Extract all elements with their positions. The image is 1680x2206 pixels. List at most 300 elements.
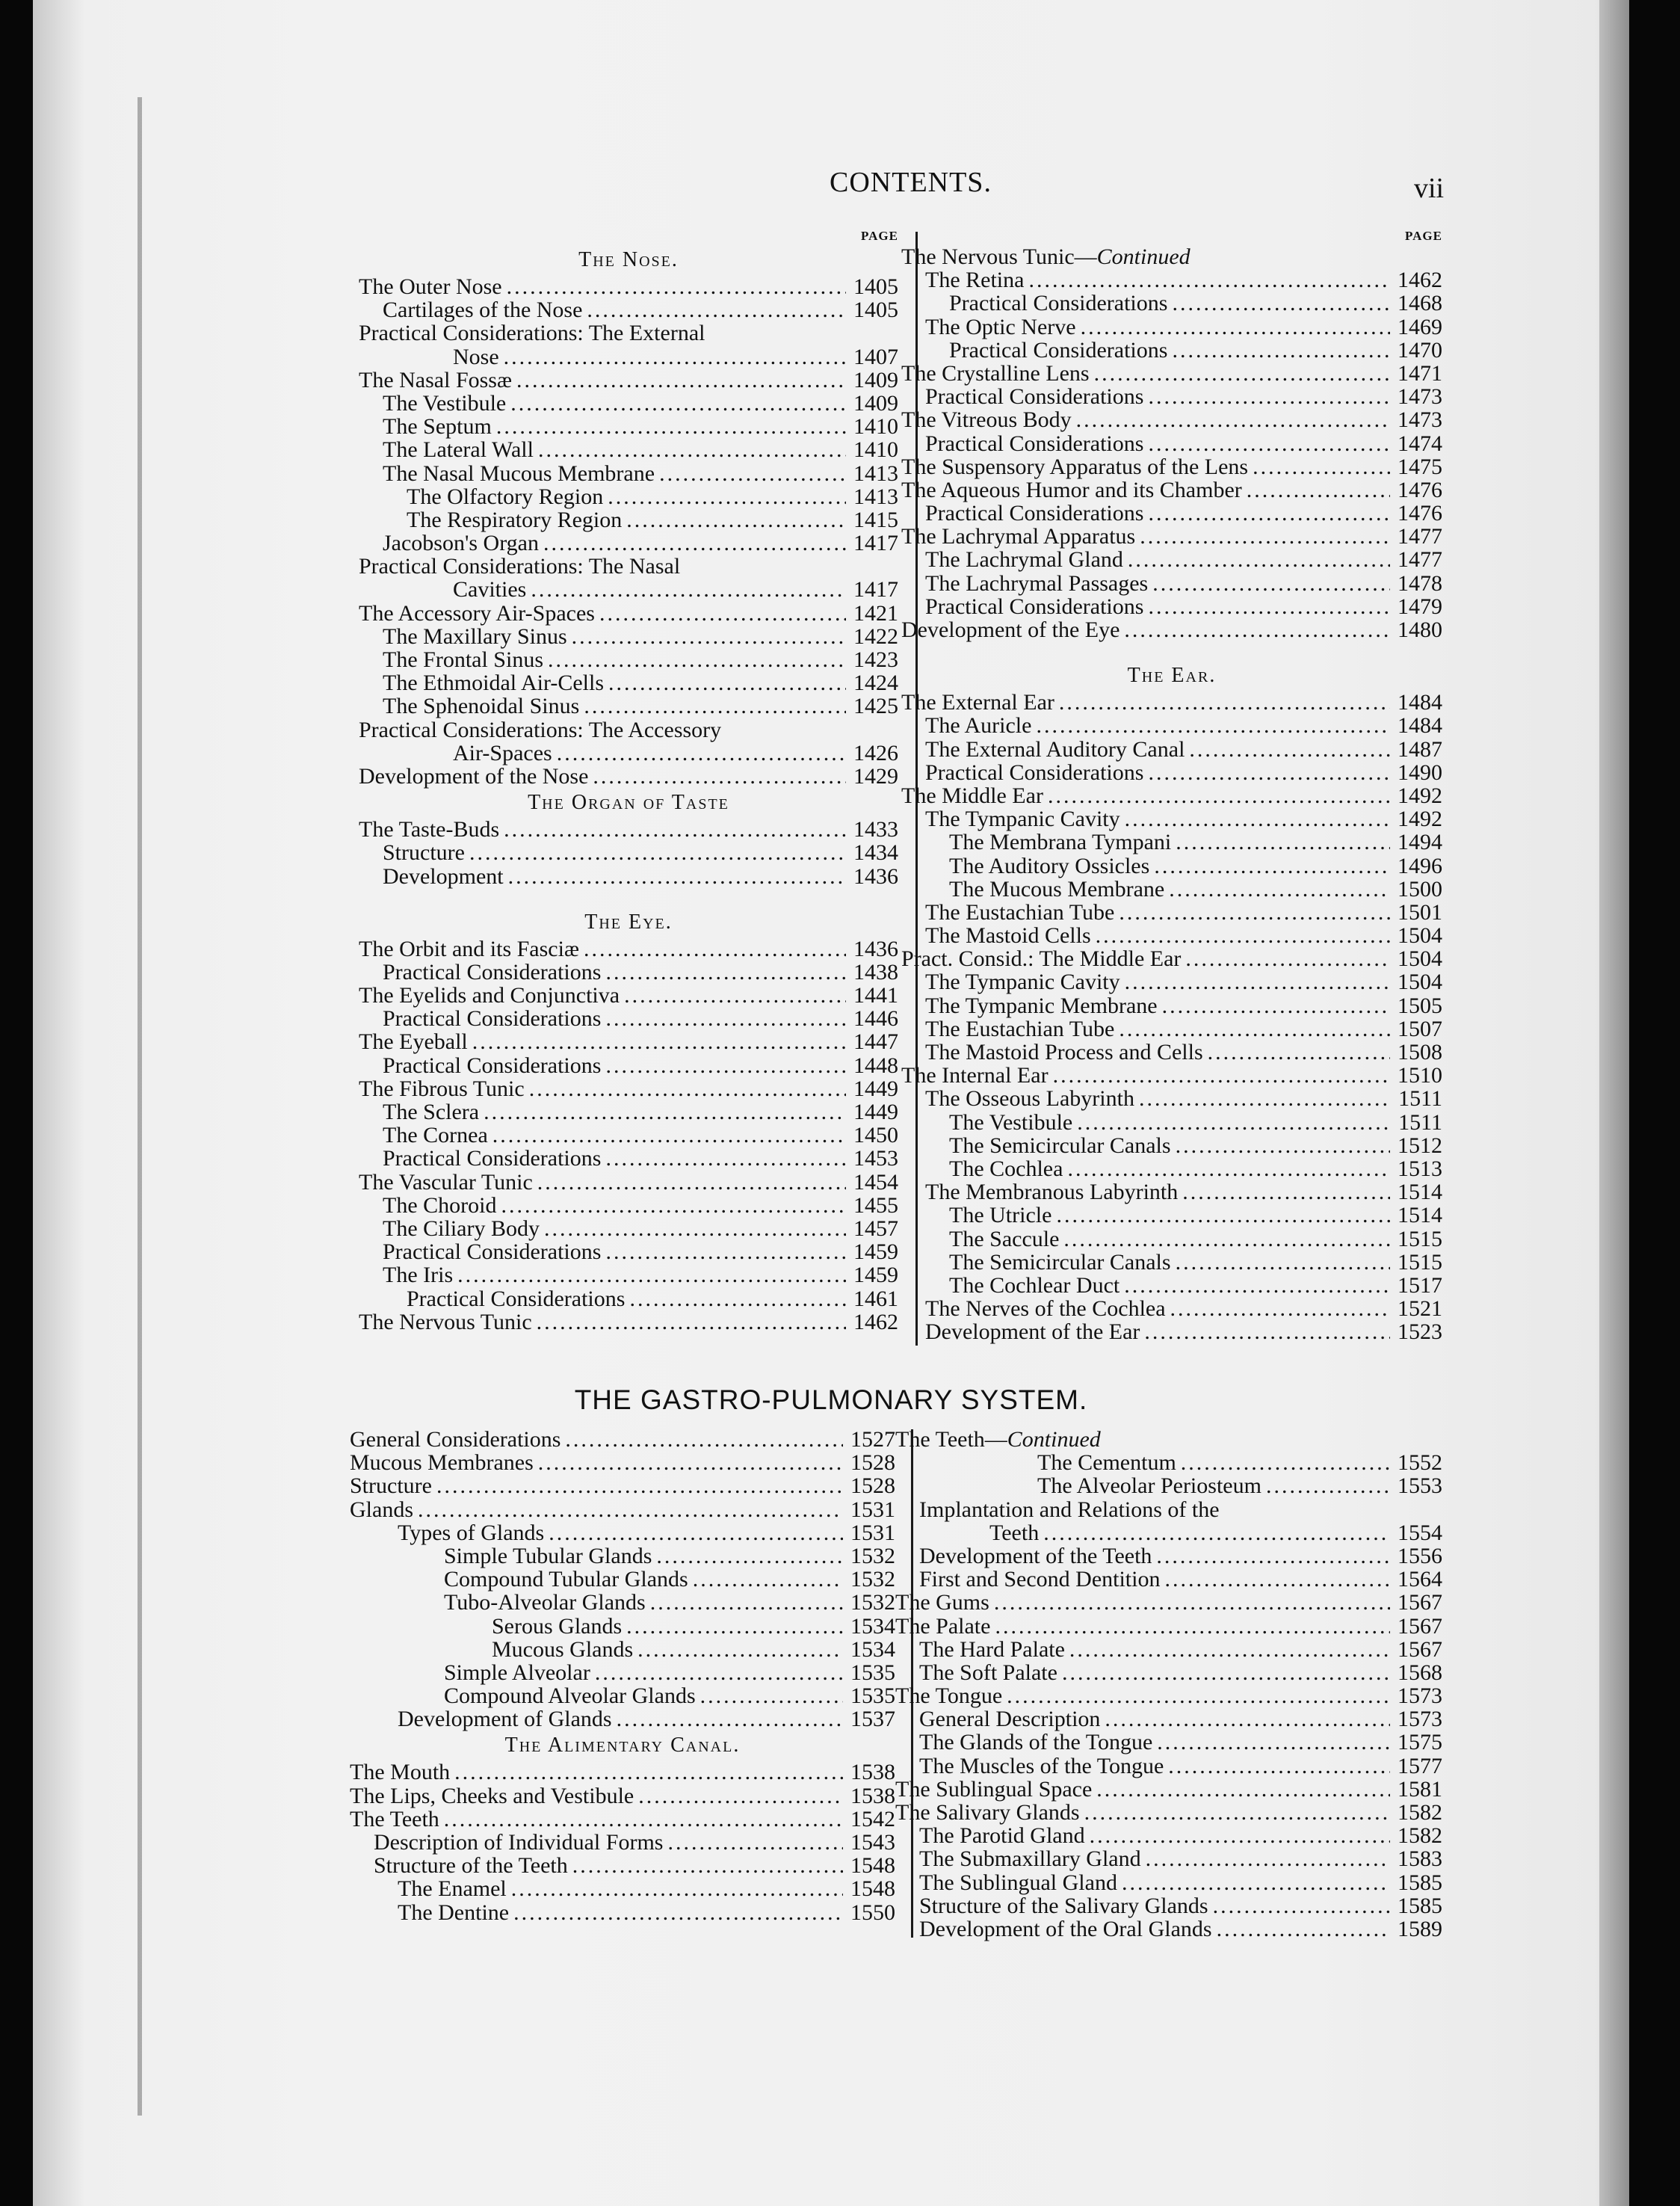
page-edge — [1599, 0, 1629, 2206]
toc-entry-title: The Nasal Mucous Membrane — [383, 460, 655, 486]
toc-page-number: 1554 — [1398, 1520, 1442, 1545]
toc-entry — [359, 1147, 898, 1170]
toc-entry — [901, 1251, 1442, 1274]
toc-entry-title: The Parotid Gland — [919, 1823, 1085, 1849]
running-head: CONTENTS. — [830, 167, 992, 198]
toc-entry-title: Development of Glands — [398, 1707, 612, 1732]
toc-entry — [901, 1227, 1442, 1251]
toc-entry — [901, 315, 1442, 339]
toc-entry-title: Nose — [453, 344, 499, 369]
toc-entry-title: The Auditory Ossicles — [949, 853, 1150, 878]
toc-entry-title: The Eyeball — [359, 1029, 468, 1055]
dot-leader — [1176, 1134, 1390, 1157]
toc-page-number: 1476 — [1398, 477, 1442, 502]
toc-entry — [901, 595, 1442, 618]
toc-entry — [359, 345, 898, 369]
toc-page-number: 1531 — [850, 1497, 895, 1522]
section-heading: The Organ of Taste — [528, 791, 729, 815]
toc-page-number: 1449 — [853, 1100, 898, 1124]
toc-page-number: 1538 — [850, 1783, 895, 1808]
toc-page-number: 1449 — [853, 1076, 898, 1101]
toc-page-number: 1504 — [1398, 970, 1442, 995]
toc-page-number: 1441 — [853, 983, 898, 1008]
toc-entry — [359, 718, 898, 742]
toc-entry — [901, 618, 1442, 641]
toc-page-number: 1474 — [1398, 431, 1442, 456]
toc-page-number: 1454 — [853, 1169, 898, 1195]
dot-leader — [593, 765, 846, 788]
toc-entry — [359, 369, 898, 392]
toc-entry — [359, 1263, 898, 1287]
dot-leader — [1148, 502, 1390, 525]
toc-entry-title: Description of Individual Forms — [374, 1830, 664, 1855]
toc-entry-title: Development of the Oral Glands — [919, 1916, 1212, 1941]
toc-entry-title: Jacobson's Organ — [383, 531, 539, 556]
toc-page-number: 1534 — [850, 1636, 895, 1662]
dot-leader — [1156, 1544, 1390, 1568]
dot-leader — [1076, 408, 1390, 431]
toc-entry — [895, 1801, 1442, 1824]
toc-entry — [359, 532, 898, 555]
toc-entry — [901, 478, 1442, 502]
toc-entry — [895, 1615, 1442, 1638]
dot-leader — [469, 841, 846, 864]
dot-leader — [1096, 924, 1390, 947]
toc-entry-title: The Mastoid Process and Cells — [925, 1040, 1203, 1065]
toc-entry-title: The Nervous Tunic—Continued — [901, 244, 1190, 269]
toc-entry — [901, 408, 1442, 431]
toc-entry-title: The Respiratory Region — [407, 507, 623, 532]
toc-entry — [359, 508, 898, 532]
toc-entry — [359, 1100, 898, 1124]
dot-leader — [1172, 292, 1390, 315]
toc-entry-title: The Iris — [383, 1263, 454, 1288]
toc-entry — [359, 275, 898, 298]
toc-page-number: 1568 — [1398, 1660, 1442, 1685]
dot-leader — [1059, 691, 1390, 714]
toc-entry-title: The Membranous Labyrinth — [925, 1180, 1179, 1205]
toc-entry — [901, 738, 1442, 761]
dot-leader — [1096, 1778, 1390, 1801]
page-column-label: PAGE — [861, 229, 898, 243]
toc-entry-title: Practical Considerations — [383, 1146, 602, 1171]
toc-entry — [901, 970, 1442, 993]
dot-leader — [1176, 831, 1390, 854]
toc-page-number: 1513 — [1398, 1156, 1442, 1181]
toc-entry — [901, 947, 1442, 970]
dot-leader — [454, 1760, 843, 1784]
toc-entry-title: First and Second Dentition — [919, 1567, 1161, 1592]
toc-entry — [895, 1428, 1442, 1451]
dot-leader — [626, 508, 846, 532]
toc-page-number: 1475 — [1398, 454, 1442, 479]
toc-entry — [350, 1901, 895, 1924]
dot-leader — [587, 298, 846, 321]
toc-entry — [359, 818, 898, 841]
toc-entry-title: The Cochlear Duct — [949, 1272, 1120, 1298]
dot-leader — [700, 1684, 843, 1707]
toc-entry — [901, 455, 1442, 478]
toc-entry-title: The Vestibule — [383, 390, 507, 416]
contents-column-lower-left — [350, 1428, 895, 1924]
toc-entry-title: The Mouth — [350, 1760, 451, 1785]
dot-leader — [693, 1568, 843, 1591]
toc-entry — [350, 1498, 895, 1521]
toc-page-number: 1589 — [1398, 1916, 1442, 1941]
toc-entry-title: Cartilages of the Nose — [383, 298, 583, 323]
dot-leader — [605, 1240, 846, 1263]
toc-entry-title: Practical Considerations — [949, 337, 1168, 363]
toc-page-number: 1459 — [853, 1239, 898, 1265]
dot-leader — [1157, 1731, 1390, 1754]
toc-page-number: 1413 — [853, 484, 898, 509]
dot-leader — [511, 1877, 843, 1900]
dot-leader — [1067, 1157, 1390, 1180]
toc-page-number: 1505 — [1398, 993, 1442, 1018]
toc-entry — [901, 831, 1442, 854]
toc-entry — [359, 841, 898, 864]
toc-page-number: 1477 — [1398, 524, 1442, 549]
toc-page-number: 1457 — [853, 1216, 898, 1241]
toc-entry-title: Practical Considerations — [925, 594, 1144, 619]
toc-entry — [359, 1171, 898, 1194]
toc-entry — [895, 1731, 1442, 1754]
dot-leader — [667, 1831, 843, 1854]
dot-leader — [656, 1544, 843, 1568]
toc-entry-title: The Maxillary Sinus — [383, 623, 567, 649]
dot-leader — [1043, 1521, 1390, 1544]
section-heading: The Eye. — [584, 910, 673, 934]
dot-leader — [1119, 901, 1390, 924]
toc-entry-title: Structure — [383, 840, 465, 866]
toc-entry-title: The Semicircular Canals — [949, 1249, 1171, 1275]
toc-page-number: 1462 — [853, 1309, 898, 1334]
toc-entry — [359, 1240, 898, 1263]
toc-entry — [350, 1521, 895, 1544]
toc-page-number: 1426 — [853, 740, 898, 765]
toc-page-number: 1468 — [1398, 291, 1442, 316]
toc-page-number: 1535 — [850, 1660, 895, 1685]
toc-entry-title: Practical Considerations: The Nasal — [359, 554, 681, 579]
toc-entry — [895, 1451, 1442, 1474]
toc-entry — [901, 339, 1442, 362]
dot-leader — [1094, 362, 1390, 385]
toc-entry-title: Practical Considerations — [383, 1239, 602, 1265]
toc-entry — [901, 1297, 1442, 1320]
toc-entry-title: Practical Considerations — [925, 431, 1144, 456]
toc-entry-title: The Teeth — [350, 1806, 439, 1831]
toc-page-number: 1433 — [853, 817, 898, 842]
toc-page-number: 1514 — [1398, 1203, 1442, 1228]
dot-leader — [537, 1171, 846, 1194]
toc-page-number: 1462 — [1398, 268, 1442, 293]
toc-entry — [359, 937, 898, 961]
dot-leader — [1148, 595, 1390, 618]
toc-page-number: 1413 — [853, 460, 898, 486]
dot-leader — [1217, 1917, 1390, 1941]
page-column-label: PAGE — [1405, 229, 1442, 243]
toc-entry — [350, 1808, 895, 1831]
dot-leader — [650, 1591, 843, 1614]
toc-entry — [350, 1854, 895, 1877]
toc-page-number: 1508 — [1398, 1040, 1442, 1065]
toc-page-number: 1581 — [1398, 1776, 1442, 1802]
dot-leader — [548, 648, 846, 671]
toc-entry-title: Practical Considerations — [383, 1006, 602, 1032]
toc-page-number: 1535 — [850, 1683, 895, 1709]
toc-entry — [895, 1684, 1442, 1707]
dot-leader — [1247, 478, 1390, 502]
toc-entry — [901, 525, 1442, 548]
toc-entry — [901, 994, 1442, 1017]
toc-entry-title: The Osseous Labyrinth — [925, 1086, 1134, 1112]
toc-entry-title: Practical Considerations — [383, 1053, 602, 1078]
dot-leader — [557, 742, 846, 765]
toc-entry — [350, 1760, 895, 1784]
toc-entry — [895, 1498, 1442, 1521]
toc-entry — [359, 1054, 898, 1077]
toc-page-number: 1577 — [1398, 1753, 1442, 1778]
dot-leader — [544, 1217, 846, 1240]
toc-entry — [359, 321, 898, 345]
dot-leader — [617, 1707, 843, 1731]
toc-entry — [901, 548, 1442, 571]
toc-page-number: 1405 — [853, 274, 898, 299]
dot-leader — [1182, 1180, 1390, 1204]
dot-leader — [1253, 455, 1390, 478]
toc-entry — [901, 1157, 1442, 1180]
dot-leader — [599, 602, 846, 625]
toc-entry — [901, 1064, 1442, 1087]
dot-leader — [1056, 1204, 1390, 1227]
dot-leader — [1148, 761, 1390, 784]
toc-entry — [350, 1831, 895, 1854]
toc-page-number: 1537 — [850, 1707, 895, 1732]
toc-entry — [901, 714, 1442, 737]
toc-page-number: 1471 — [1398, 360, 1442, 386]
contents-column-upper-right — [901, 229, 1442, 1343]
dot-leader — [1164, 1568, 1390, 1591]
toc-entry-title: The Nerves of the Cochlea — [925, 1296, 1166, 1322]
toc-page-number: 1511 — [1398, 1086, 1442, 1112]
dot-leader — [507, 275, 846, 298]
toc-entry — [359, 865, 898, 888]
toc-entry-title: The Sublingual Space — [895, 1776, 1093, 1802]
toc-entry-title: Teeth — [989, 1520, 1040, 1545]
dot-leader — [1122, 1871, 1390, 1894]
toc-entry — [359, 1124, 898, 1147]
toc-entry-title: The Lateral Wall — [383, 437, 534, 463]
toc-page-number: 1429 — [853, 763, 898, 789]
toc-entry — [895, 1707, 1442, 1731]
toc-page-number: 1521 — [1398, 1296, 1442, 1322]
dot-leader — [510, 392, 846, 415]
toc-page-number: 1542 — [850, 1806, 895, 1831]
toc-entry — [359, 578, 898, 601]
dot-leader — [1172, 339, 1390, 362]
toc-entry-title: The Utricle — [949, 1203, 1052, 1228]
dot-leader — [1189, 738, 1390, 761]
toc-entry-title: The Taste-Buds — [359, 817, 500, 842]
toc-entry-title: Development — [383, 863, 504, 889]
toc-page-number: 1490 — [1398, 760, 1442, 785]
toc-entry-title: The Tongue — [895, 1683, 1003, 1709]
toc-entry — [901, 1041, 1442, 1064]
toc-entry-title: Development of the Teeth — [919, 1543, 1152, 1568]
toc-page-number: 1496 — [1398, 853, 1442, 878]
dot-leader — [543, 532, 846, 555]
toc-entry — [901, 901, 1442, 924]
toc-page-number: 1512 — [1398, 1133, 1442, 1158]
toc-entry — [359, 1310, 898, 1334]
dot-leader — [529, 1077, 846, 1100]
toc-page-number: 1479 — [1398, 594, 1442, 619]
dot-leader — [1007, 1684, 1390, 1707]
toc-entry-title: Mucous Membranes — [350, 1450, 534, 1476]
toc-page-number: 1438 — [853, 959, 898, 985]
dot-leader — [1146, 1847, 1390, 1870]
dot-leader — [1208, 1041, 1390, 1064]
toc-entry-title: The Salivary Glands — [895, 1800, 1080, 1825]
toc-entry — [359, 1077, 898, 1100]
toc-page-number: 1548 — [850, 1853, 895, 1879]
toc-entry — [350, 1428, 895, 1451]
toc-page-number: 1532 — [850, 1590, 895, 1615]
toc-page-number: 1446 — [853, 1006, 898, 1032]
toc-page-number: 1553 — [1398, 1473, 1442, 1499]
toc-entry — [350, 1707, 895, 1731]
dot-leader — [572, 1854, 843, 1877]
dot-leader — [538, 1451, 843, 1474]
dot-leader — [504, 818, 846, 841]
toc-entry — [350, 1784, 895, 1808]
toc-page-number: 1543 — [850, 1830, 895, 1855]
toc-entry — [901, 385, 1442, 408]
toc-entry — [895, 1661, 1442, 1684]
toc-entry — [350, 1568, 895, 1591]
toc-entry-title: The Olfactory Region — [407, 484, 604, 509]
dot-leader — [605, 1147, 846, 1170]
toc-entry-title: The Mastoid Cells — [925, 923, 1091, 949]
toc-entry-title: The Internal Ear — [901, 1063, 1049, 1088]
dot-leader — [1185, 947, 1390, 970]
dot-leader — [605, 1054, 846, 1077]
dot-leader — [1081, 315, 1390, 339]
toc-entry — [901, 1111, 1442, 1134]
toc-entry-title: The Fibrous Tunic — [359, 1076, 525, 1101]
dot-leader — [484, 1100, 846, 1124]
dot-leader — [538, 438, 846, 461]
toc-entry-title: The Cochlea — [949, 1156, 1063, 1181]
dot-leader — [1140, 525, 1390, 548]
toc-entry-title: The Lachrymal Gland — [925, 547, 1123, 573]
toc-entry-title: Implantation and Relations of the — [919, 1497, 1220, 1522]
toc-entry — [895, 1871, 1442, 1894]
dot-leader — [549, 1521, 843, 1544]
toc-page-number: 1436 — [853, 863, 898, 889]
toc-entry — [901, 245, 1442, 268]
toc-page-number: 1510 — [1398, 1063, 1442, 1088]
toc-page-number: 1532 — [850, 1567, 895, 1592]
section-heading: The Ear. — [1127, 664, 1217, 688]
continued-label: Continued — [1096, 244, 1190, 269]
toc-page-number: 1484 — [1398, 690, 1442, 715]
toc-entry-title: Glands — [350, 1497, 413, 1522]
toc-entry-title: Structure of the Teeth — [374, 1853, 568, 1879]
toc-entry-title: The Membrana Tympani — [949, 830, 1172, 855]
toc-page-number: 1532 — [850, 1543, 895, 1568]
dot-leader — [1169, 878, 1390, 901]
toc-page-number: 1511 — [1398, 1109, 1442, 1135]
toc-entry-title: Serous Glands — [492, 1613, 623, 1639]
toc-entry — [895, 1474, 1442, 1497]
toc-entry-title: Practical Considerations — [383, 959, 602, 985]
toc-entry-title: The Semicircular Canals — [949, 1133, 1171, 1158]
dot-leader — [1170, 1297, 1390, 1320]
toc-entry-title: General Description — [919, 1707, 1101, 1732]
toc-entry-title: Air-Spaces — [453, 740, 552, 765]
toc-page-number: 1583 — [1398, 1846, 1442, 1872]
toc-entry-title: Cavities — [453, 577, 527, 603]
toc-page-number: 1469 — [1398, 314, 1442, 339]
toc-entry-title: General Considerations — [350, 1427, 561, 1452]
dot-leader — [1063, 1227, 1390, 1251]
toc-entry — [901, 1017, 1442, 1041]
toc-entry-title: Compound Tubular Glands — [444, 1567, 688, 1592]
toc-entry-title: Practical Considerations — [925, 501, 1144, 526]
dot-leader — [1105, 1707, 1390, 1731]
toc-entry — [359, 1194, 898, 1217]
dot-leader — [1128, 548, 1390, 571]
dot-leader — [418, 1498, 843, 1521]
dot-leader — [624, 984, 846, 1007]
toc-entry — [895, 1544, 1442, 1568]
dot-leader — [565, 1428, 843, 1451]
toc-entry-title: Simple Tubular Glands — [444, 1543, 652, 1568]
toc-entry — [895, 1521, 1442, 1544]
toc-entry — [359, 1007, 898, 1030]
toc-entry-title: The Cementum — [1037, 1450, 1176, 1476]
toc-entry-title: Pract. Consid.: The Middle Ear — [901, 946, 1182, 972]
toc-entry-title: The Lips, Cheeks and Vestibule — [350, 1783, 634, 1808]
toc-entry-title: The Vascular Tunic — [359, 1169, 533, 1195]
toc-page-number: 1567 — [1398, 1613, 1442, 1639]
continued-label: Continued — [1007, 1427, 1101, 1452]
toc-entry-title: Compound Alveolar Glands — [444, 1683, 696, 1709]
toc-entry-title: The Mucous Membrane — [949, 876, 1165, 902]
toc-entry-title: The Vitreous Body — [901, 407, 1072, 433]
toc-entry-title: The Auricle — [925, 713, 1032, 739]
dot-leader — [472, 1030, 846, 1053]
section-heading: The Alimentary Canal. — [504, 1734, 741, 1757]
toc-entry — [359, 648, 898, 671]
dot-leader — [1062, 1661, 1390, 1684]
dot-leader — [436, 1474, 843, 1497]
toc-entry — [350, 1451, 895, 1474]
toc-entry — [359, 984, 898, 1007]
toc-page-number: 1473 — [1398, 407, 1442, 433]
toc-entry-title: The Palate — [895, 1613, 991, 1639]
toc-entry — [359, 298, 898, 321]
toc-entry-title: The Eyelids and Conjunctiva — [359, 983, 620, 1008]
dot-leader — [1125, 807, 1390, 831]
contents-column-lower-right — [895, 1428, 1442, 1941]
toc-entry-title: The Lachrymal Apparatus — [901, 524, 1136, 549]
toc-page-number: 1453 — [853, 1146, 898, 1171]
dot-leader — [1213, 1894, 1390, 1917]
toc-page-number: 1528 — [850, 1473, 895, 1499]
dot-leader — [1069, 1638, 1390, 1661]
